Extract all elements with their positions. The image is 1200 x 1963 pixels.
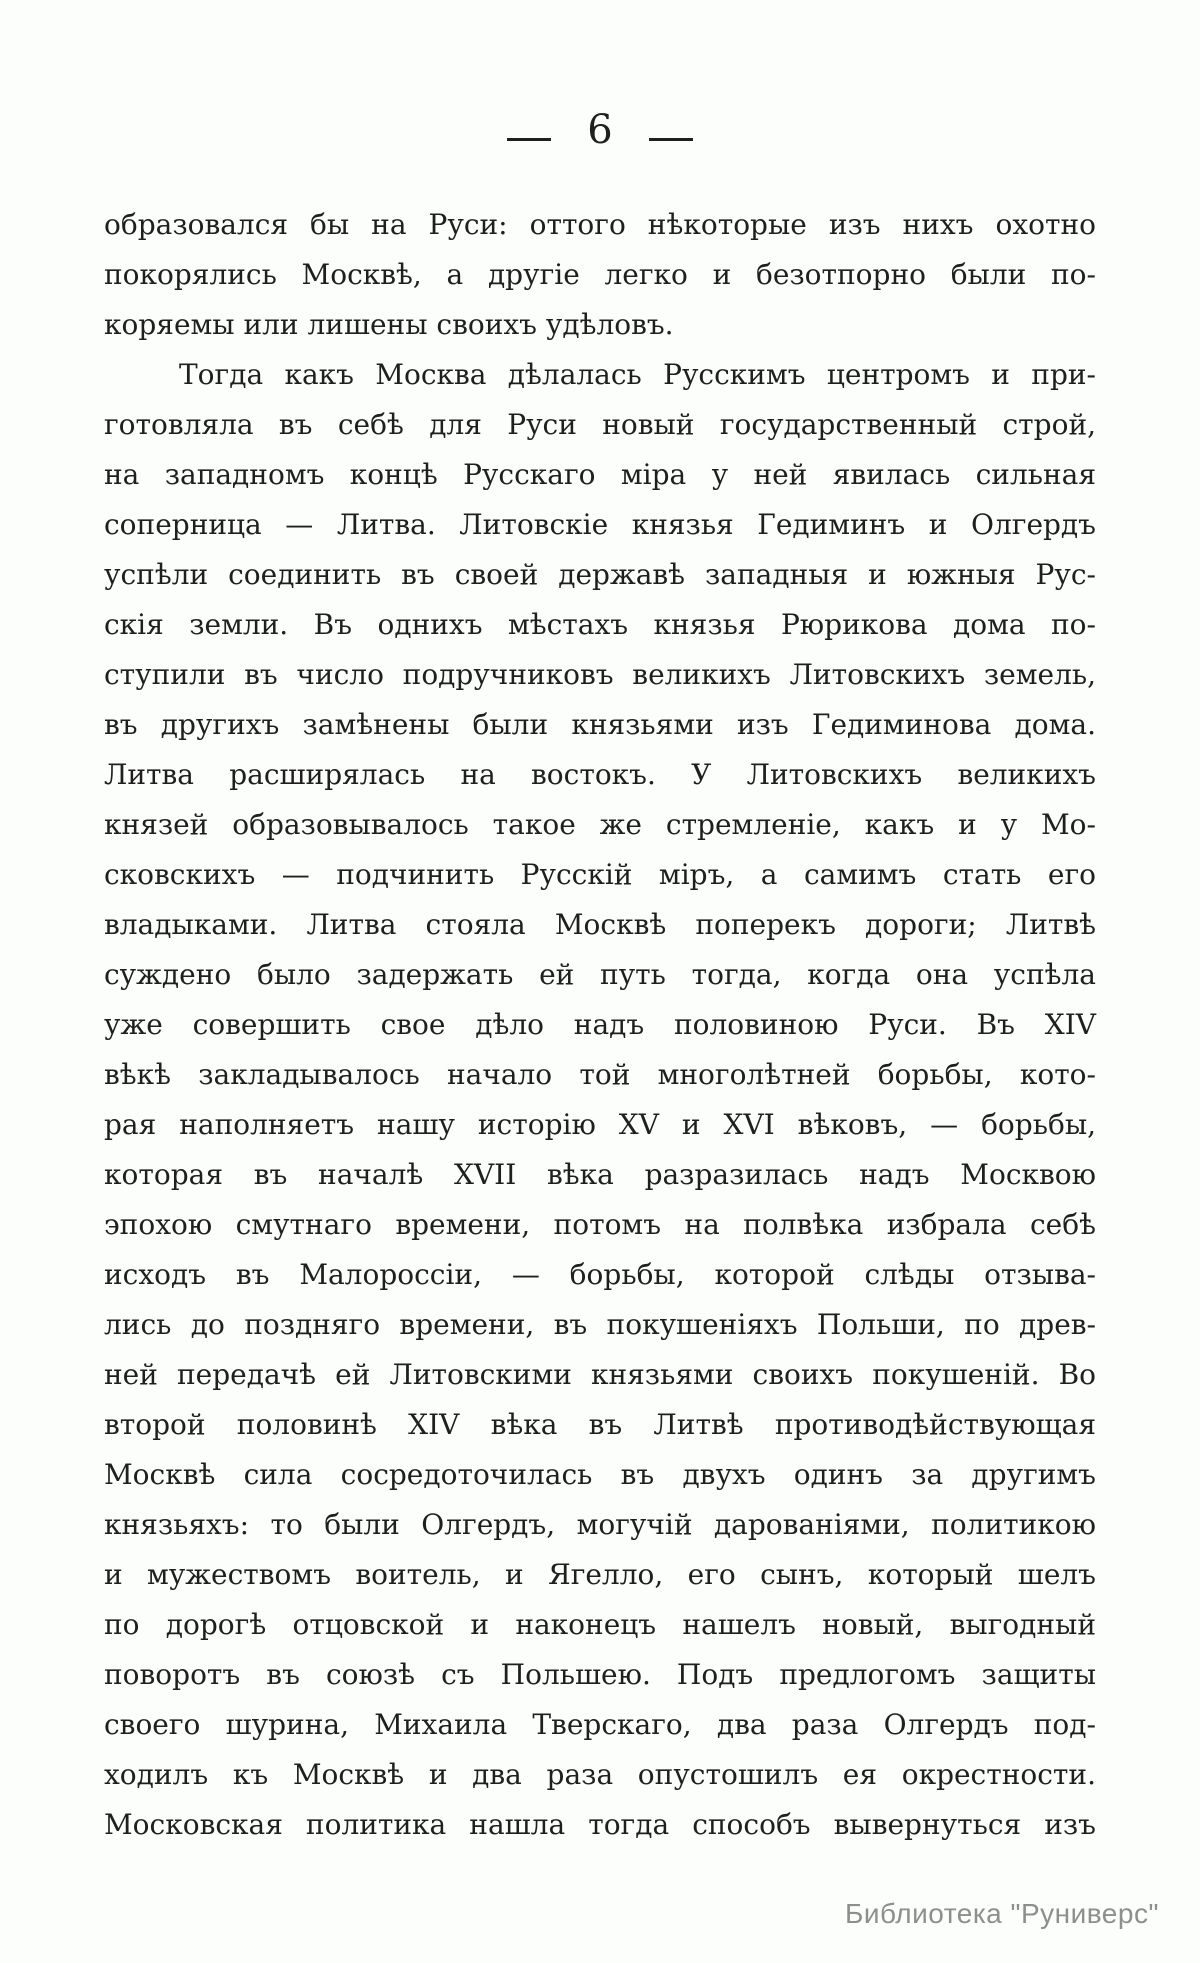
text-line: рая наполняетъ нашу исторію XV и XVI вѣковъ, — борьбы,	[104, 1108, 1096, 1141]
text-line: второй половинѣ XIV вѣка въ Литвѣ противодѣйствующая	[104, 1408, 1096, 1441]
text-line: князей образовывалось такое же стремленіе, какъ и у Мо-	[104, 808, 1096, 841]
text-line: скія земли. Въ однихъ мѣстахъ князья Рюрикова дома по-	[104, 608, 1096, 641]
text-line: по дорогѣ отцовской и наконецъ нашелъ новый, выгодный	[104, 1608, 1096, 1641]
page-header	[104, 104, 1096, 156]
text-line: готовляла въ себѣ для Руси новый государственный строй,	[104, 408, 1096, 441]
text-line: суждено было задержать ей путь тогда, когда она успѣла	[104, 958, 1096, 991]
text-line: соперница — Литва. Литовскіе князья Гедиминъ и Олгердъ	[104, 508, 1096, 541]
text-line: образовался бы на Руси: оттого нѣкоторые изъ нихъ охотно	[104, 208, 1096, 241]
header-left-rule	[507, 138, 551, 141]
text-line: поворотъ въ союзѣ съ Польшею. Подъ предлогомъ защиты	[104, 1658, 1096, 1691]
text-line: покорялись Москвѣ, а другіе легко и безотпорно были по-	[104, 258, 1096, 291]
header-right-rule	[649, 138, 693, 141]
text-line: на западномъ концѣ Русскаго міра у ней явилась сильная	[104, 458, 1096, 491]
page-number: 6	[587, 107, 613, 153]
text-line: Литва расширялась на востокъ. У Литовскихъ великихъ	[104, 758, 1096, 791]
text-line: исходъ въ Малороссіи, — борьбы, которой слѣды отзыва-	[104, 1258, 1096, 1291]
text-line: владыками. Литва стояла Москвѣ поперекъ дороги; Литвѣ	[104, 908, 1096, 941]
text-line: ней передачѣ ей Литовскими князьями своихъ покушеній. Во	[104, 1358, 1096, 1391]
text-line: ходилъ къ Москвѣ и два раза опустошилъ ея окрестности.	[104, 1758, 1096, 1791]
text-line: которая въ началѣ XVII вѣка разразилась надъ Москвою	[104, 1158, 1096, 1191]
text-line: вѣкѣ закладывалось начало той многолѣтней борьбы, кото-	[104, 1058, 1096, 1091]
text-line: успѣли соединить въ своей державѣ западныя и южныя Рус-	[104, 558, 1096, 591]
text-line: князьяхъ: то были Олгердъ, могучій дарованіями, политикою	[104, 1508, 1096, 1541]
text-line: уже совершить свое дѣло надъ половиною Руси. Въ XIV	[104, 1008, 1096, 1041]
text-line: эпохою смутнаго времени, потомъ на полвѣка избрала себѣ	[104, 1208, 1096, 1241]
page-text	[104, 200, 1096, 1850]
text-line: коряемы или лишены своихъ удѣловъ.	[104, 308, 674, 341]
text-line: Тогда какъ Москва дѣлалась Русскимъ центромъ и при-	[179, 358, 1096, 391]
text-line: Москвѣ сила сосредоточилась въ двухъ одинъ за другимъ	[104, 1458, 1096, 1491]
text-line: ступили въ число подручниковъ великихъ Литовскихъ земель,	[104, 658, 1096, 691]
watermark: Библиотека "Руниверс"	[845, 1898, 1159, 1929]
text-line: своего шурина, Михаила Тверскаго, два раза Олгердъ под-	[104, 1708, 1096, 1741]
text-line: и мужествомъ воитель, и Ягелло, его сынъ, который шелъ	[104, 1558, 1096, 1591]
text-line: Московская политика нашла тогда способъ вывернуться изъ	[104, 1808, 1096, 1841]
text-line: сковскихъ — подчинить Русскій міръ, а самимъ стать его	[104, 858, 1096, 891]
text-line: въ другихъ замѣнены были князьями изъ Гедиминова дома.	[104, 708, 1096, 741]
text-line: лись до поздняго времени, въ покушеніяхъ Польши, по древ-	[104, 1308, 1096, 1341]
